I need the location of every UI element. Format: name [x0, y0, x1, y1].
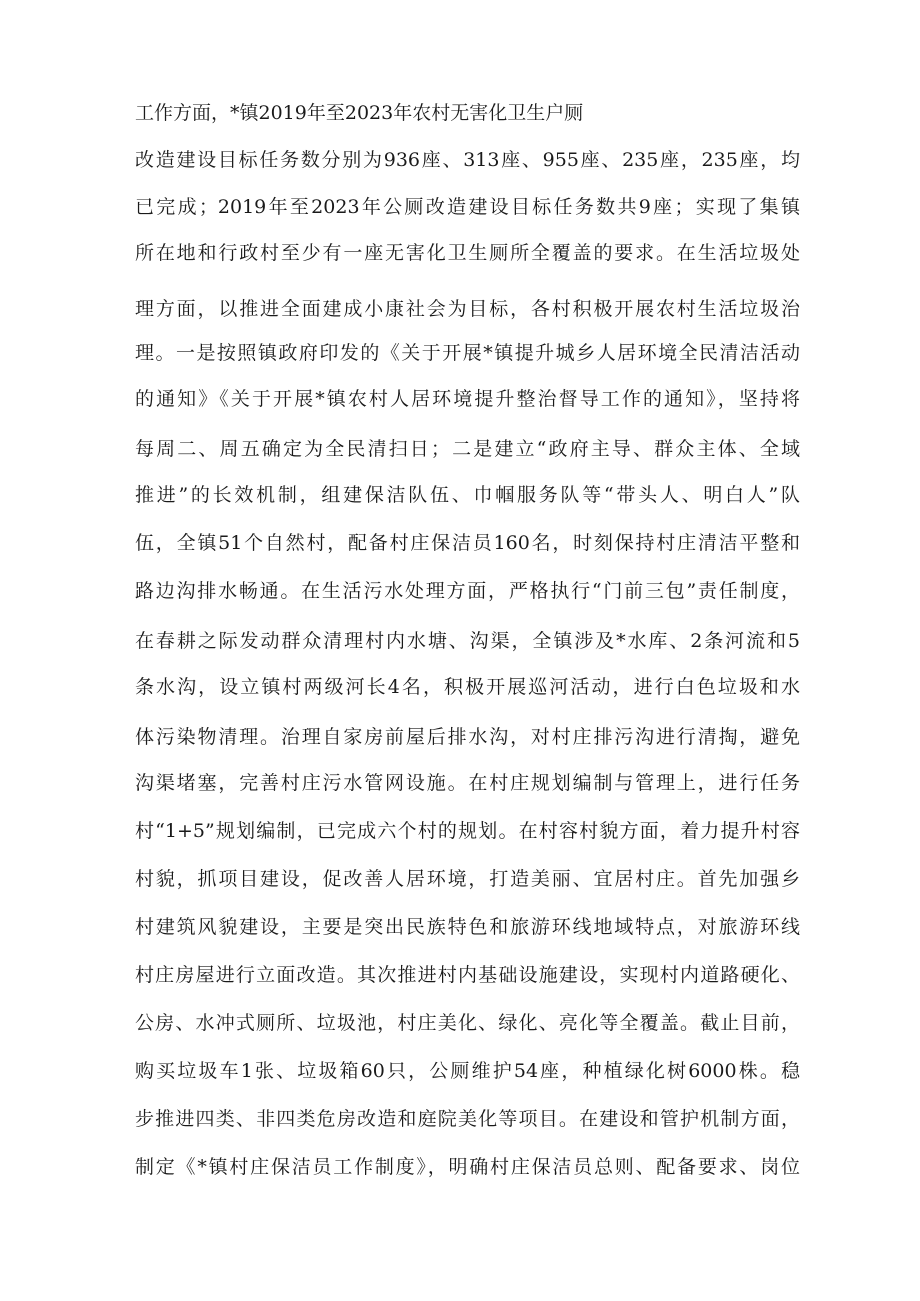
text-line: 条水沟，设立镇村两级河长4名，积极开展巡河活动，进行白色垃圾和水: [135, 676, 800, 698]
text-line: 每周二、周五确定为全民清扫日；二是建立“政府主导、群众主体、全域: [135, 438, 800, 460]
text-line: 理方面，以推进全面建成小康社会为目标，各村积极开展农村生活垃圾治: [135, 298, 800, 320]
text-line: 改造建设目标任务数分别为936座、313座、955座、235座，235座，均: [135, 149, 800, 171]
text-line: 体污染物清理。治理自家房前屋后排水沟，对村庄排污沟进行清掏，避免: [135, 726, 800, 748]
text-line: 的通知》《关于开展*镇农村人居环境提升整治督导工作的通知》，坚持将: [135, 388, 800, 410]
text-line: 公房、水冲式厕所、垃圾池，村庄美化、绿化、亮化等全覆盖。截止目前，: [135, 1012, 800, 1034]
text-line: 路边沟排水畅通。在生活污水处理方面，严格执行“门前三包”责任制度，: [135, 580, 800, 602]
text-line: 在春耕之际发动群众清理村内水塘、沟渠，全镇涉及*水库、2条河流和5: [135, 630, 800, 652]
text-line: 沟渠堵塞，完善村庄污水管网设施。在村庄规划编制与管理上，进行任务: [135, 772, 800, 794]
text-line: 所在地和行政村至少有一座无害化卫生厕所全覆盖的要求。在生活垃圾处: [135, 242, 800, 264]
text-line: 伍，全镇51个自然村，配备村庄保洁员160名，时刻保持村庄清洁平整和: [135, 532, 800, 554]
text-line: 步推进四类、非四类危房改造和庭院美化等项目。在建设和管护机制方面，: [135, 1108, 800, 1130]
text-line: 推进”的长效机制，组建保洁队伍、巾帼服务队等“带头人、明白人”队: [135, 484, 800, 506]
text-line: 村庄房屋进行立面改造。其次推进村内基础设施建设，实现村内道路硬化、: [135, 964, 800, 986]
text-line: 购买垃圾车1张、垃圾箱60只，公厕维护54座，种植绿化树6000株。稳: [135, 1060, 800, 1082]
text-line: 工作方面，*镇2019年至2023年农村无害化卫生户厕: [135, 102, 584, 124]
text-line: 村“1+5”规划编制，已完成六个村的规划。在村容村貌方面，着力提升村容: [135, 820, 800, 842]
text-line: 理。一是按照镇政府印发的《关于开展*镇提升城乡人居环境全民清洁活动: [135, 342, 800, 364]
text-line: 已完成；2019年至2023年公厕改造建设目标任务数共9座；实现了集镇: [135, 196, 800, 218]
text-line: 村貌，抓项目建设，促改善人居环境，打造美丽、宜居村庄。首先加强乡: [135, 868, 800, 890]
text-line: 制定《*镇村庄保洁员工作制度》，明确村庄保洁员总则、配备要求、岗位: [135, 1156, 800, 1178]
text-line: 村建筑风貌建设，主要是突出民族特色和旅游环线地域特点，对旅游环线: [135, 916, 800, 938]
